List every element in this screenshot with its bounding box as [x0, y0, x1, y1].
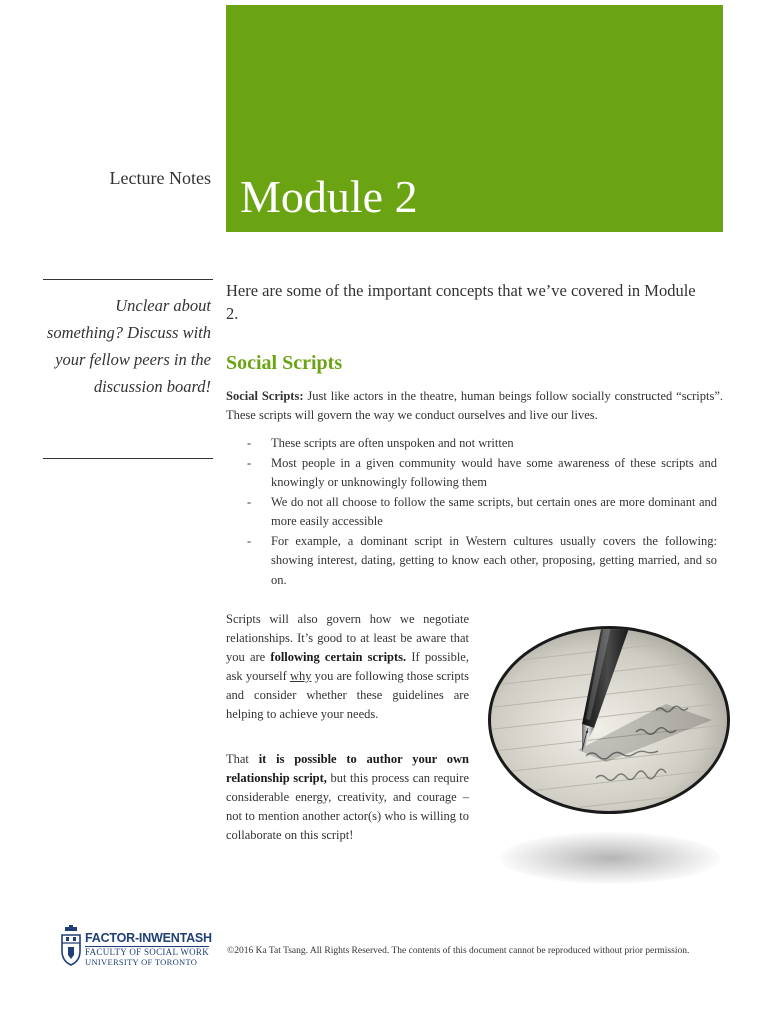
lecture-notes-label: Lecture Notes [109, 168, 211, 188]
section-heading: Social Scripts [226, 352, 343, 374]
sidebar-callout: Unclear about something? Discuss with your fellow peers in the discussion board! [46, 296, 211, 396]
bullet-text: For example, a dominant script in Western cultures usually covers the following: showing interest, dating, getting to know each other, proposing, getting married, and so on. [271, 533, 717, 587]
copyright-notice: ©2016 Ka Tat Tsang. All Rights Reserved. The contents of this document cannot be reproduced without prior permission. [227, 946, 690, 956]
list-item [244, 454, 717, 493]
sidebar-top-rule [43, 279, 213, 280]
bullet-marker: - [247, 455, 252, 470]
sidebar-bottom-rule [43, 458, 213, 459]
bullet-list [244, 434, 717, 590]
module-title: Module 2 [240, 171, 418, 222]
logo-faculty: FACULTY OF SOCIAL WORK [85, 947, 210, 957]
bullet-marker: - [247, 533, 252, 548]
definition-term: Social Scripts: [226, 389, 304, 403]
para-emphasis: it is possible to author your own relationship script, [226, 752, 469, 785]
para-text: but this process can require considerable energy, creativity, and courage – not to mention another actor(s) who is willing to collaborate on this script! [226, 771, 469, 842]
definition-paragraph [226, 387, 723, 425]
bullet-marker: - [247, 494, 252, 509]
para-emphasis: following certain scripts. [270, 650, 407, 664]
bullet-text: Most people in a given community would have some awareness of these scripts and knowingly or unknowingly following them [271, 455, 717, 489]
logo-university: UNIVERSITY OF TORONTO [85, 957, 198, 967]
bullet-marker: - [247, 436, 252, 450]
para-text: Scripts will also govern how we negotiate relationships. It’s good to at least be aware that you are [226, 612, 469, 664]
list-item [244, 532, 717, 591]
para-text: you are following those scripts and consider whether these guidelines are helping to achieve your needs. [226, 669, 469, 721]
university-crest-icon [60, 925, 82, 969]
list-item [244, 493, 717, 532]
faculty-logo [60, 925, 215, 971]
definition-text: Just like actors in the theatre, human beings follow socially constructed “scripts”. These scripts will govern the way we conduct ourselves and live our lives. [226, 389, 723, 422]
module-header-banner [226, 5, 723, 232]
intro-paragraph: Here are some of the important concepts that we’ve covered in Module 2. [226, 281, 696, 323]
author-script-paragraph [226, 750, 469, 845]
scripts-negotiate-paragraph [226, 610, 469, 724]
para-text: That [226, 752, 259, 766]
logo-title: FACTOR-INWENTASH [85, 931, 212, 945]
fountain-pen-writing-image [486, 624, 732, 816]
bullet-text: These scripts are often unspoken and not written [271, 436, 514, 450]
list-item [244, 434, 717, 454]
bullet-text: We do not all choose to follow the same scripts, but certain ones are more dominant and more easily accessible [271, 494, 717, 528]
para-underline: why [289, 669, 312, 683]
para-text: If possible, ask yourself [226, 650, 469, 683]
image-shadow [500, 832, 720, 884]
